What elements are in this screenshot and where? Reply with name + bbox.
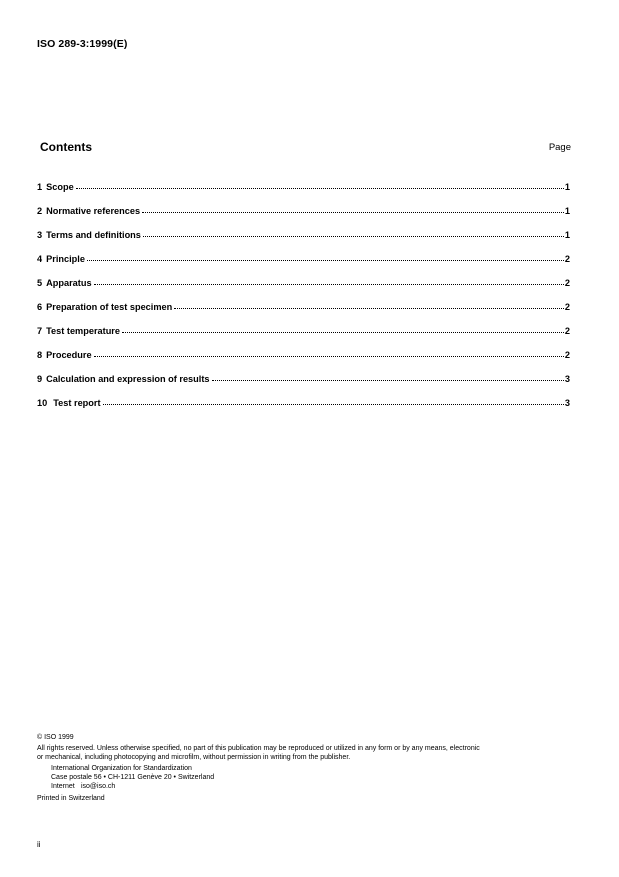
toc-entry-label: Principle (46, 254, 85, 264)
toc-dot-leader (174, 308, 564, 309)
toc-entry-preparation-of-test-specimen[interactable] (37, 288, 570, 312)
rights-line: or mechanical, including photocopying and microfilm, without permission in writing from the publisher. (37, 754, 351, 761)
contents-title: Contents (40, 140, 92, 154)
toc-entry-normative-references[interactable] (37, 192, 570, 216)
organization-name: International Organization for Standardization (51, 765, 192, 772)
toc-entry-page: 2 (564, 302, 570, 312)
toc-dot-leader (142, 212, 564, 213)
toc-entry-number: 8 (37, 350, 43, 360)
toc-entry-label: Test temperature (46, 326, 120, 336)
rights-statement (37, 744, 577, 762)
toc-entry-label: Terms and definitions (46, 230, 141, 240)
internet-line (51, 782, 577, 791)
toc-entry-page: 1 (564, 182, 570, 192)
toc-entry-label: Apparatus (46, 278, 92, 288)
toc-dot-leader (94, 356, 564, 357)
toc-entry-number: 6 (37, 302, 43, 312)
toc-entry-number: 3 (37, 230, 43, 240)
internet-email-link[interactable]: iso@iso.ch (80, 783, 116, 790)
copyright-notice: © ISO 1999 (37, 734, 74, 741)
internet-label: Internet (51, 783, 75, 790)
toc-entry-page: 2 (564, 326, 570, 336)
toc-entry-principle[interactable] (37, 240, 570, 264)
toc-dot-leader (103, 404, 564, 405)
toc-dot-leader (94, 284, 564, 285)
toc-entry-procedure[interactable] (37, 336, 570, 360)
toc-dot-leader (87, 260, 564, 261)
printed-in: Printed in Switzerland (37, 795, 105, 802)
toc-entry-number: 9 (37, 374, 43, 384)
toc-entry-page: 1 (564, 230, 570, 240)
contents-header (40, 140, 571, 156)
toc-dot-leader (76, 188, 564, 189)
document-id: ISO 289-3:1999(E) (37, 38, 128, 50)
toc-entry-number: 10 (37, 398, 48, 408)
toc-entry-number: 7 (37, 326, 43, 336)
toc-entry-label: Scope (46, 182, 74, 192)
page-column-label: Page (548, 142, 571, 153)
toc-entry-page: 3 (564, 374, 570, 384)
page-number: ii (37, 840, 41, 849)
toc-entry-test-report[interactable] (37, 384, 570, 408)
organization-address (51, 764, 577, 791)
toc-entry-terms-and-definitions[interactable] (37, 216, 570, 240)
toc-entry-label: Preparation of test specimen (46, 302, 173, 312)
toc-entry-label: Normative references (46, 206, 141, 216)
toc-entry-page: 1 (564, 206, 570, 216)
toc-entry-number: 5 (37, 278, 43, 288)
toc-entry-label: Test report (53, 398, 101, 408)
toc-entry-page: 2 (564, 350, 570, 360)
toc-entry-apparatus[interactable] (37, 264, 570, 288)
rights-line: All rights reserved. Unless otherwise specified, no part of this publication may be reproduced or utilized in any form or by any means, electronic (37, 745, 480, 752)
toc-entry-page: 3 (564, 398, 570, 408)
toc-entry-test-temperature[interactable] (37, 312, 570, 336)
toc-entry-number: 2 (37, 206, 43, 216)
toc-entry-calculation-and-expression-of-results[interactable] (37, 360, 570, 384)
toc-dot-leader (122, 332, 564, 333)
toc-entry-label: Calculation and expression of results (46, 374, 210, 384)
toc-dot-leader (212, 380, 564, 381)
copyright-footer (37, 733, 577, 803)
postal-address: Case postale 56 • CH-1211 Genève 20 • Switzerland (51, 774, 215, 781)
toc-dot-leader (143, 236, 564, 237)
toc-entry-number: 4 (37, 254, 43, 264)
toc-entry-page: 2 (564, 278, 570, 288)
toc-entry-scope[interactable] (37, 168, 570, 192)
toc-entry-page: 2 (564, 254, 570, 264)
toc-entry-label: Procedure (46, 350, 92, 360)
table-of-contents (37, 168, 570, 408)
toc-entry-number: 1 (37, 182, 43, 192)
